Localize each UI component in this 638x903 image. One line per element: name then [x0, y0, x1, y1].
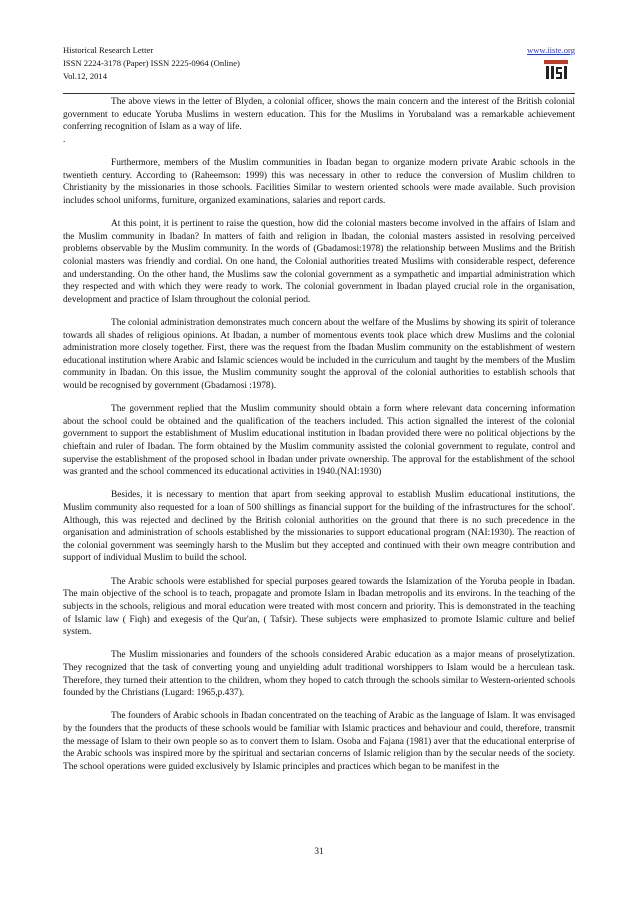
- paragraph-5: The government replied that the Muslim community should obtain a form where relevant data concerning information about the school could be obtained and the qualification of the teachers included. This action signalled the interest of the colonial government to support the establishment of Muslim educational institution in Ibadan provided there were no political objections by the chieftain and ruler of Ibadan. The form obtained by the Muslim community assisted the colonial government to regulate, control and supervise the establishment of the proposed school in Ibadan under private ownership. The approval for the establishment of the school was granted and the school commenced its educational activities in 1940.(NAI:1930): [63, 404, 575, 478]
- paragraph-4: The colonial administration demonstrates much concern about the welfare of the Muslims by showing its spirit of tolerance towards all shades of religious opinions. At Ibadan, a number of momentous events took place which drew Muslims and the colonial administration more closely together. First, there was the request from the Ibadan Muslim community on the establishment of western educational institution where Arabic and Islamic sciences would be included in the curriculum and taught by the members of the Muslim community in Ibadan. On this issue, the Muslim community sought the approval of the colonial authorities to establish schools that would be recognised by government (Gbadamosi :1978).: [63, 317, 575, 391]
- paragraph-3: At this point, it is pertinent to raise the question, how did the colonial masters become involved in the affairs of Islam and the Muslim community in Ibadan? In matters of faith and religion in Ibadan, the colonial masters assisted in resolving perceived problems observable by the Muslim community. In the words of (Gbadamosi:1978) the relationship between Muslims and the British colonial masters was friendly and cordial. On one hand, the Colonial authorities treated Muslims with considerable respect, deference and understanding. On the other hand, the Muslims saw the colonial government as a sympathetic and impartial administration which they respected and with which they were ready to work. The colonial government in Ibadan played crucial role in the organisation, development and practice of Islam throughout the colonial period.: [63, 219, 575, 305]
- header-divider: [63, 93, 575, 94]
- paragraph-9: The founders of Arabic schools in Ibadan concentrated on the teaching of Arabic as the language of Islam. It was envisaged by the founders that the products of these schools would be familiar with Islamic practices and behaviour and could, therefore, transmit the message of Islam to their own people so as to convert them to Islam. Osoba and Fajana (1981) aver that the educational enterprise of the Arabic schools was inspired more by the spiritual and sectarian concerns of Islamic religion than by the secular needs of the society. The school operations were guided exclusively by Islamic principles and practices which began to be manifest in the: [63, 711, 575, 772]
- iiste-logo-icon: [543, 59, 569, 81]
- paragraph-1: The above views in the letter of Blyden, a colonial officer, shows the main concern and the interest of the British colonial government to educate Yoruba Muslims in western education. This for the Muslims in Yorubaland was a remarkable achievement conferring recognition of Islam as a way of life.: [63, 97, 575, 133]
- issn-line: ISSN 2224-3178 (Paper) ISSN 2225-0964 (Online): [63, 58, 240, 68]
- page-number: 31: [314, 847, 324, 857]
- journal-url-link[interactable]: www.iiste.org: [527, 45, 575, 55]
- paragraph-6: Besides, it is necessary to mention that apart from seeking approval to establish Muslim educational institutions, the Muslim community also requested for a loan of 500 shillings as financial support for the building of the infrastructures for the school'. Although, this was rejected and declined by the British colonial authorities on the ground that there is no such precedence in the organisation and administration of schools established by the missionaries to support educational program (NAI:1930). The reaction of the colonial government was seemingly harsh to the Muslim but they accepted and continued with their own meagre contribution and support of individual Muslim to build the school.: [63, 490, 575, 564]
- journal-title: Historical Research Letter: [63, 45, 154, 55]
- paragraph-7: The Arabic schools were established for special purposes geared towards the Islamization of the Yoruba people in Ibadan. The main objective of the school is to teach, propagate and promote Islam in Ibadan metropolis and its environs. In the teaching of the subjects in the schools, religious and moral education were treated with most concern and priority. This is demonstrated in the teaching of Islamic law ( Fiqh) and exegesis of the Qur'an, ( Tafsir). These subjects were emphasized to promote Islamic culture and belief system.: [63, 576, 575, 638]
- page-header: [63, 44, 575, 96]
- paragraph-2: Furthermore, members of the Muslim communities in Ibadan began to organize modern private Arabic schools in the twentieth century. According to (Raheemson: 1999) this was necessary in other to reduce the conversion of Muslim children to Christianity by the missionaries in those schools. Facilities Similar to western oriented schools were made available. Such provision includes school uniforms, furniture, organized examinations, salaries and report cards.: [63, 158, 575, 206]
- volume-line: Vol.12, 2014: [63, 71, 108, 81]
- article-body: [63, 96, 575, 784]
- paragraph-8: The Muslim missionaries and founders of the schools considered Arabic education as a major means of proselytization. They recognized that the task of converting young and unyielding adult traditional worshippers to Islam would be a herculean task. Therefore, they turned their attention to the children, whom they hoped to catch through the schools similar to Western-oriented schools founded by the Christians (Lugard: 1965,p.437).: [63, 650, 575, 699]
- stray-mark: .: [63, 134, 66, 145]
